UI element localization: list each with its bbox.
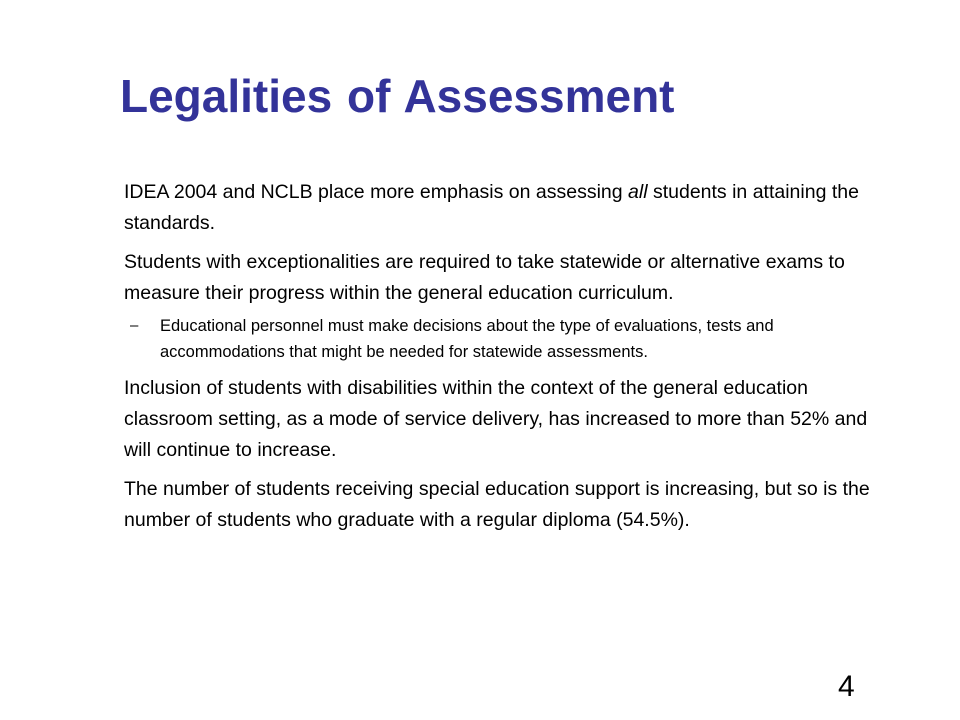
emphasis-all: all (628, 181, 648, 203)
slide-body (124, 177, 894, 544)
slide-title: Legalities of Assessment (120, 70, 675, 122)
page-number: 4 (838, 670, 855, 703)
sub-bullet-personnel (130, 313, 894, 365)
sub-bullet-text: Educational personnel must make decisions about the type of evaluations, tests and accommodations that might be needed for statewide assessments. (160, 317, 774, 361)
paragraph-idea-nclb (124, 177, 894, 239)
paragraph-graduation: The number of students receiving special education support is increasing, but so is the number of students who graduate with a regular diploma (54.5%). (124, 478, 870, 531)
dash-bullet: – (130, 317, 139, 334)
paragraph-text: students in attaining the standards. (124, 181, 859, 234)
paragraph-inclusion: Inclusion of students with disabilities within the context of the general education classroom setting, as a mode of service delivery, has increased to more than 52% and will continue to increase. (124, 377, 868, 461)
paragraph-text: IDEA 2004 and NCLB place more emphasis on assessing (124, 181, 629, 203)
paragraph-exceptionalities: Students with exceptionalities are required to take statewide or alternative exams to measure their progress within the general education curriculum. (124, 251, 845, 304)
